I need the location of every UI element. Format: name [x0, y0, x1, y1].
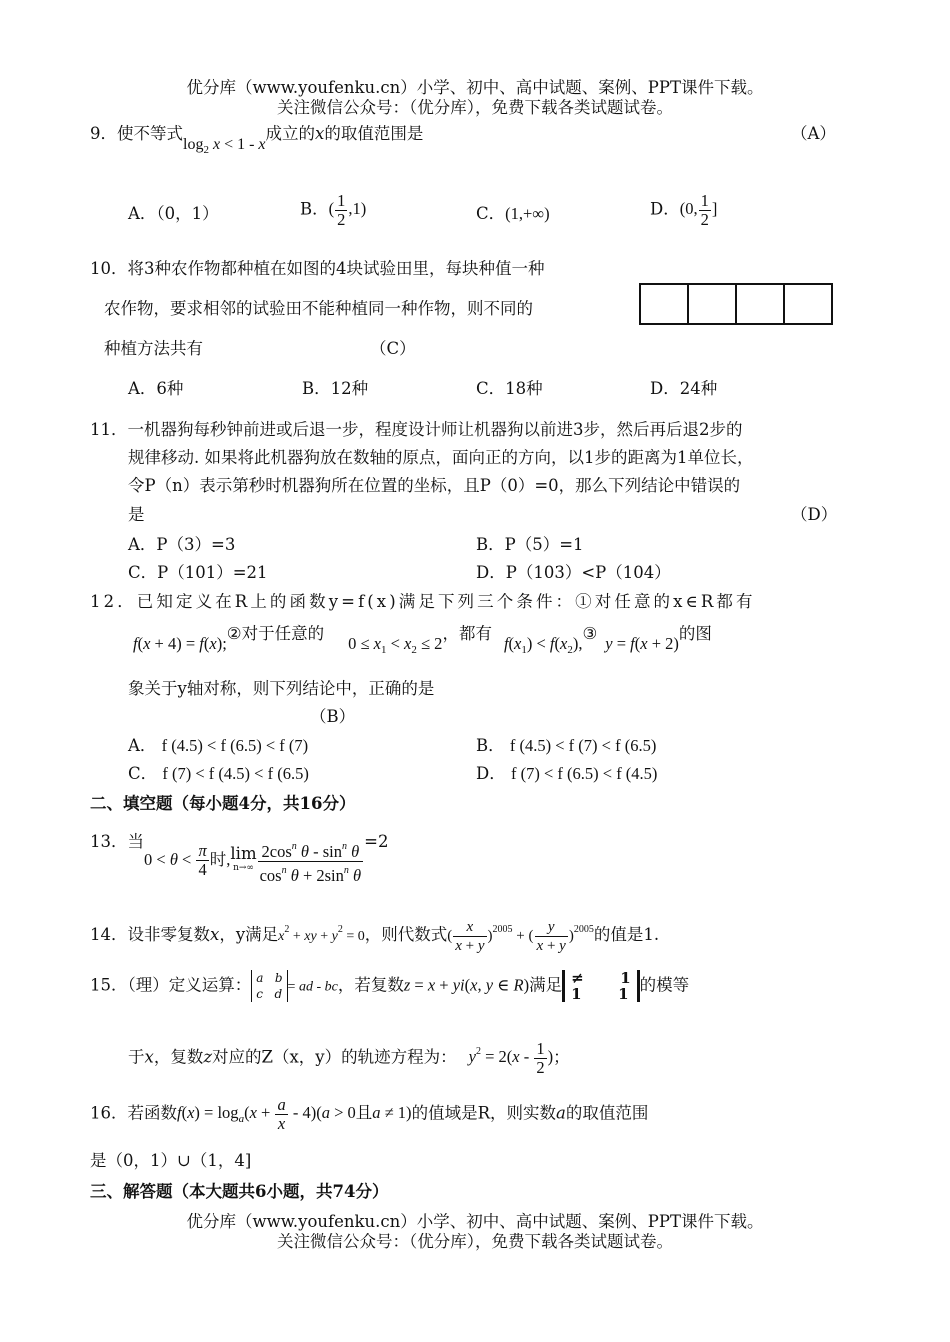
- header-line-2: 关注微信公众号：（优分库），免费下载各类试题试卷。: [277, 98, 673, 117]
- section-3-title: 三、解答题（本大题共6小题，共74分）: [90, 1182, 389, 1201]
- option-12d: D． f (7) < f (6.5) < f (4.5): [476, 764, 658, 783]
- question-11-line-1: 11．一机器狗每秒钟前进或后退一步，程度设计师让机器狗以前进3步，然后再后退2步的: [90, 420, 743, 439]
- inequality-formula: $\log_2 x < 1 - x$: [183, 136, 266, 156]
- question-14: 14．设非零复数x，y满足$x^2$ + xy + $y^2 = 0$，则代数式( $\frac{x}{x + y}$ )$^{2005}$ + ( $\frac{y}{x + y}$ )$^{2005}$的值是1.: [90, 919, 660, 954]
- field-grid-diagram: [639, 283, 833, 325]
- monotonic-formula: $f(x_1) < f(x_2)$,: [503, 634, 583, 656]
- question-15-line-1: 15．（理）定义运算： a b c d = ad - bc，若复数z = x + yi(x, y ∈ R)满足 ≠ 1 1 1 的模等: [90, 969, 690, 1003]
- option-11b: B．P（5）=1: [476, 535, 584, 554]
- determinant-definition: a b c d: [251, 970, 287, 1002]
- log-function-formula: $f(x) = \log_a(x$ + $\frac{a}{x}$ - 4)(a > 0且a ≠ 1): [177, 1095, 412, 1133]
- question-16-line-2: 是（0，1）∪（1，4]: [90, 1151, 252, 1170]
- option-9b: B．( $\frac{1}{2}$ ,1): [300, 191, 367, 229]
- answer-11: （D）: [791, 505, 838, 524]
- answer-9: （A）: [791, 124, 836, 143]
- question-11-line-2: 规律移动. 如果将此机器狗放在数轴的原点，面向正的方向，以1步的距离为1单位长，: [128, 448, 754, 467]
- limit-operator: lim n→∞: [230, 843, 257, 873]
- determinant-condition: ≠ 1 1 1: [562, 970, 640, 1002]
- complex-condition: $x^2$ + xy + $y^2 = 0$: [278, 923, 365, 944]
- question-15-line-2: 于x，复数z对应的Z（x，y）的轨迹方程为： $y^2 = 2(x$ - $\frac{1}{2}$ )；: [128, 1039, 570, 1077]
- field-cell: [689, 285, 737, 323]
- option-9a: A．（0，1）: [128, 204, 219, 223]
- option-9d: D．(0, $\frac{1}{2}$ ]: [650, 191, 718, 229]
- option-12a: A． f (4.5) < f (6.5) < f (7): [128, 736, 309, 755]
- expression-formula: ( $\frac{x}{x + y}$ )$^{2005}$ + ( $\frac{y}{x + y}$ )$^{2005}$: [447, 919, 594, 954]
- question-11-line-4: 是: [128, 505, 145, 524]
- question-10-line-1: 10．将3种农作物都种植在如图的4块试验田里，每块种值一种: [90, 259, 545, 278]
- field-cell: [737, 285, 785, 323]
- question-10-line-2: 农作物，要求相邻的试验田不能种植同一种作物，则不同的: [104, 299, 533, 318]
- option-12c: C． f (7) < f (4.5) < f (6.5): [128, 764, 309, 783]
- question-13: 13．当0 < θ < $\frac{\pi}{4}$ 时,lim n→∞ $\frac{2\cos^n \theta - \sin^n \theta}{\cos^n \theta + 2\sin^n \theta}$ =2: [90, 832, 389, 885]
- interval-formula: $0 \le x_1 < x_2 \le 2$: [348, 634, 443, 656]
- question-12-line-1: 12．已知定义在R上的函数y=f(x)满足下列三个条件：①对任意的x∈R都有: [90, 592, 756, 611]
- answer-10: （C）: [370, 339, 416, 358]
- complex-z-formula: z = x + yi(x, y ∈ R): [403, 975, 530, 995]
- footer-line-1: 优分库（www.youfenku.cn）小学、初中、高中试题、案例、PPT课件下载。: [186, 1212, 764, 1231]
- question-16-line-1: 16．若函数$f(x) = \log_a(x$ + $\frac{a}{x}$ - 4)(a > 0且a ≠ 1)的值域是R，则实数a的取值范围: [90, 1095, 649, 1133]
- option-10d: D．24种: [650, 379, 718, 398]
- option-10c: C．18种: [476, 379, 543, 398]
- footer-line-2: 关注微信公众号：（优分库），免费下载各类试题试卷。: [277, 1232, 673, 1251]
- question-9: 9．使不等式$\log_2 x < 1 - x$成立的x的取值范围是: [90, 124, 424, 156]
- option-12b: B． f (4.5) < f (7) < f (6.5): [476, 736, 657, 755]
- option-11c: C．P（101）=21: [128, 563, 268, 582]
- periodic-formula: f: [133, 634, 138, 653]
- symmetry-formula: y = f(x + 2): [605, 634, 679, 653]
- field-cell: [785, 285, 831, 323]
- option-11a: A．P（3）=3: [128, 535, 236, 554]
- answer-12: （B）: [310, 707, 356, 726]
- option-10a: A．6种: [128, 379, 184, 398]
- section-2-title: 二、填空题（每小题4分，共16分）: [90, 794, 356, 813]
- trajectory-equation: $y^2 = 2(x$ - $\frac{1}{2}$ ): [468, 1039, 554, 1077]
- question-12-line-3: 象关于y轴对称，则下列结论中，正确的是: [128, 679, 435, 698]
- option-11d: D．P（103）<P（104）: [476, 563, 671, 582]
- header-line-1: 优分库（www.youfenku.cn）小学、初中、高中试题、案例、PPT课件下载。: [186, 78, 764, 97]
- option-9c: C．(1,+∞): [476, 204, 550, 223]
- field-cell: [641, 285, 689, 323]
- option-10b: B．12种: [302, 379, 369, 398]
- question-12-line-2: f(x + 4) = f(x);②对于任意的$0 \le x_1 < x_2 \le 2$，都有$f(x_1)$ < $f(x_2),③y = f(x + 2)$的图: [133, 624, 712, 656]
- question-10-line-3: 种植方法共有: [104, 339, 203, 358]
- question-11-line-3: 令P（n）表示第秒时机器狗所在位置的坐标，且P（0）=0，那么下列结论中错误的: [128, 476, 741, 495]
